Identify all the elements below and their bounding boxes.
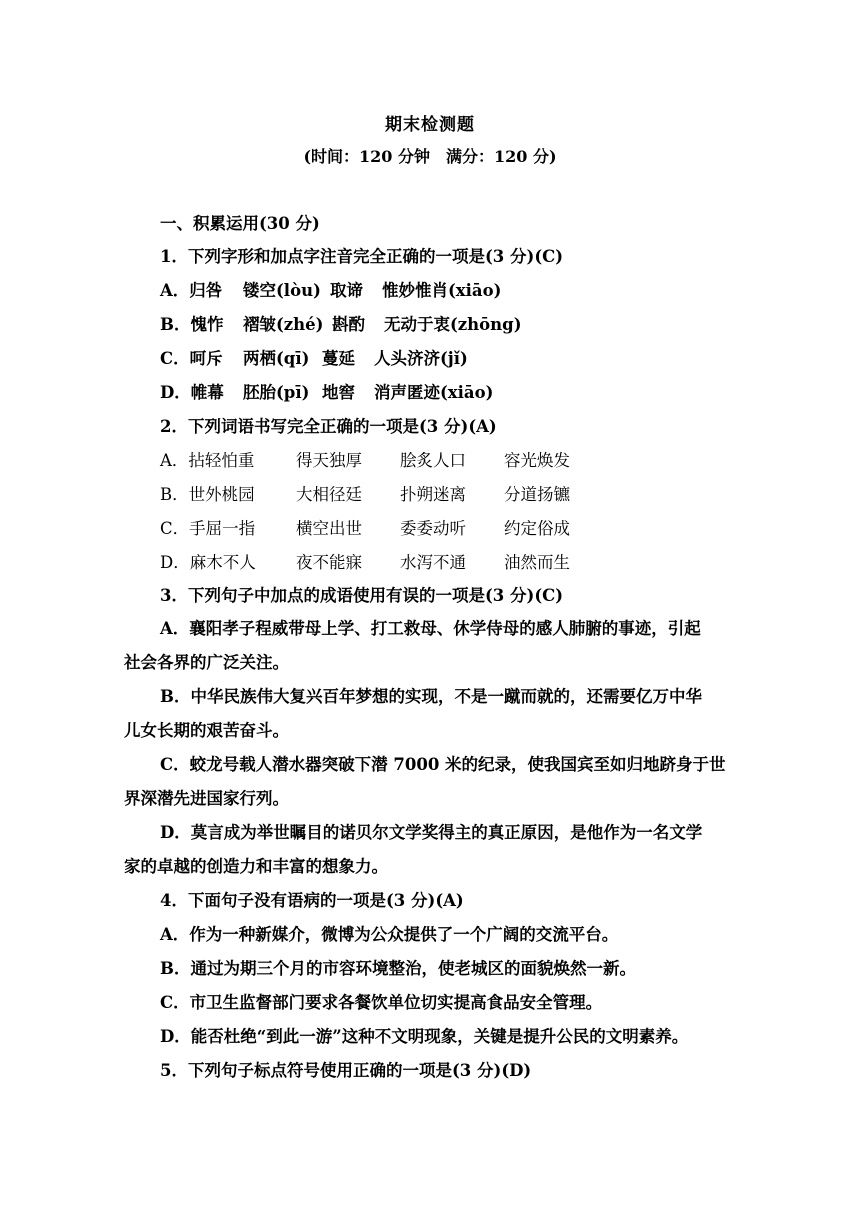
- question-3-option-c-line1: C．蛟龙号载人潜水器突破下潜 7000 米的纪录，使我国宾至如归地跻身于世: [160, 755, 726, 774]
- option-word: 约定俗成: [504, 519, 570, 538]
- page-subtitle: (时间：120 分钟 满分：120 分): [303, 147, 557, 166]
- question-4-option-c: C．市卫生监督部门要求各餐饮单位切实提高食品安全管理。: [160, 993, 603, 1012]
- option-word: 地窖: [322, 383, 355, 402]
- option-word: 镂空(lòu): [243, 281, 321, 300]
- section-heading: 一、积累运用(30 分): [160, 214, 320, 233]
- option-word: 大相径廷: [296, 485, 362, 504]
- option-word: D．麻木不人: [160, 553, 256, 572]
- question-3-option-a-line2: 社会各界的广泛关注。: [124, 653, 289, 672]
- question-4-stem: 4．下面句子没有语病的一项是(3 分)(A): [160, 891, 464, 910]
- question-5-stem: 5．下列句子标点符号使用正确的一项是(3 分)(D): [160, 1061, 532, 1080]
- option-word: B．愧怍: [160, 315, 224, 334]
- question-4-option-d: D．能否杜绝“到此一游”这种不文明现象，关键是提升公民的文明素养。: [160, 1027, 689, 1046]
- option-word: 褶皱(zhé): [243, 315, 324, 334]
- question-2-stem: 2．下列词语书写完全正确的一项是(3 分)(A): [160, 417, 497, 436]
- question-3-option-b-line2: 儿女长期的艰苦奋斗。: [124, 721, 289, 740]
- question-4-option-b: B．通过为期三个月的市容环境整治，使老城区的面貌焕然一新。: [160, 959, 636, 978]
- option-word: 夜不能寐: [296, 553, 362, 572]
- option-word: 扑朔迷离: [400, 485, 466, 504]
- option-word: 惟妙惟肖(xiāo): [382, 281, 502, 300]
- option-word: 人头济济(jǐ): [374, 349, 468, 368]
- option-word: 委委动听: [400, 519, 466, 538]
- option-word: 两栖(qī): [243, 349, 310, 368]
- question-3-option-c-line2: 界深潜先进国家行列。: [124, 789, 289, 808]
- option-word: 斟酌: [332, 315, 365, 334]
- option-word: 分道扬镳: [504, 485, 570, 504]
- question-3-option-d-line1: D．莫言成为举世瞩目的诺贝尔文学奖得主的真正原因，是他作为一名文学: [160, 823, 703, 842]
- option-word: 横空出世: [296, 519, 362, 538]
- question-3-option-b-line1: B．中华民族伟大复兴百年梦想的实现，不是一蹴而就的，还需要亿万中华: [160, 687, 702, 706]
- option-word: B．世外桃园: [160, 485, 255, 504]
- option-word: D．帷幕: [160, 383, 224, 402]
- option-word: A．拈轻怕重: [160, 451, 255, 470]
- page-title: 期末检测题: [385, 115, 475, 135]
- option-word: 得天独厚: [296, 451, 362, 470]
- question-4-option-a: A．作为一种新媒介，微博为公众提供了一个广阔的交流平台。: [160, 925, 619, 944]
- question-3-stem: 3．下列句子中加点的成语使用有误的一项是(3 分)(C): [160, 586, 564, 605]
- option-word: C．手屈一指: [160, 519, 256, 538]
- option-word: 水泻不通: [400, 553, 466, 572]
- option-word: 容光焕发: [504, 451, 570, 470]
- option-word: 消声匿迹(xiāo): [374, 383, 494, 402]
- option-word: 油然而生: [504, 553, 570, 572]
- question-1-stem: 1．下列字形和加点字注音完全正确的一项是(3 分)(C): [160, 247, 564, 266]
- option-word: 无动于衷(zhōng): [384, 315, 522, 334]
- option-word: 蔓延: [322, 349, 355, 368]
- option-word: 胚胎(pī): [243, 383, 310, 402]
- option-word: C．呵斥: [160, 349, 223, 368]
- option-word: 取谛: [330, 281, 363, 300]
- option-word: 脍炙人口: [400, 451, 466, 470]
- option-word: A．归咎: [160, 281, 223, 300]
- question-3-option-a-line1: A．襄阳孝子程威带母上学、打工救母、休学侍母的感人肺腑的事迹，引起: [160, 619, 701, 638]
- question-3-option-d-line2: 家的卓越的创造力和丰富的想象力。: [124, 857, 388, 876]
